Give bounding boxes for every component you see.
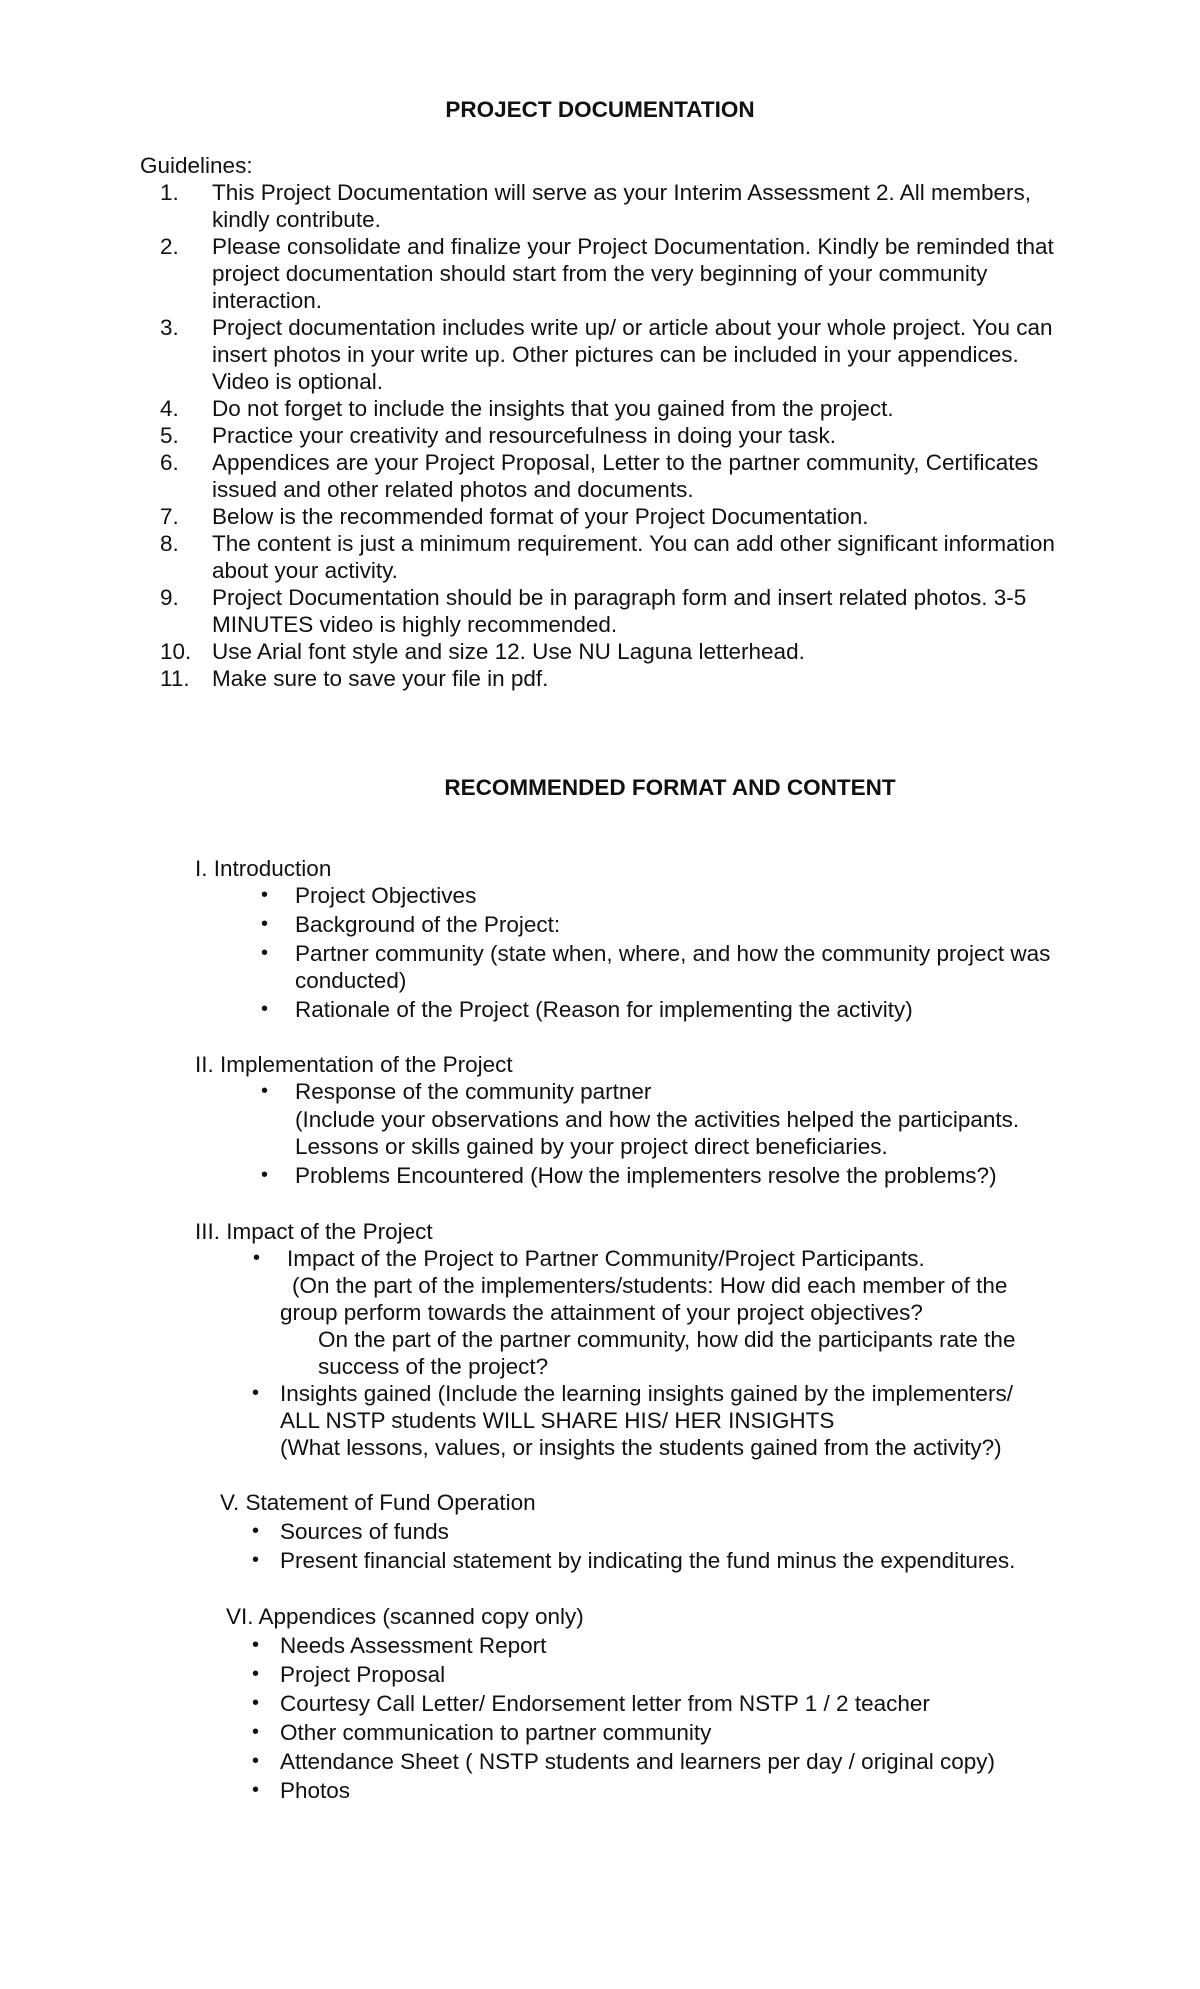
section-heading-fund-operation: V. Statement of Fund Operation	[220, 1490, 536, 1515]
guideline-item	[0, 665, 1080, 692]
guideline-text: This Project Documentation will serve as your Interim Assessment 2. All members, kindly contribute.	[212, 180, 1032, 232]
list-item	[261, 996, 1085, 1023]
guideline-number: 6.	[160, 450, 179, 475]
bullet-text: Background of the Project:	[295, 912, 561, 937]
bullet-text: Impact of the Project to Partner Community/Project Participants.	[287, 1246, 925, 1271]
guideline-text: Appendices are your Project Proposal, Letter to the partner community, Certificates issued and other related photos and documents.	[212, 450, 1039, 502]
guideline-text: Project documentation includes write up/ or article about your whole project. You can insert photos in your write up. Other pictures can be included in your appendices. Video is optional.	[212, 315, 1053, 394]
bullet-icon: •	[252, 1382, 260, 1404]
bullet-text: Photos	[280, 1778, 351, 1803]
bullet-icon: •	[252, 1692, 260, 1714]
impact-note-line: group perform towards the attainment of your project objectives?	[280, 1300, 923, 1325]
impact-note-line: ALL NSTP students WILL SHARE HIS/ HER INSIGHTS	[280, 1408, 835, 1433]
guideline-item	[0, 638, 1080, 665]
guideline-text: Please consolidate and finalize your Project Documentation. Kindly be reminded that project documentation should start from the very beginning of your community interaction.	[212, 234, 1054, 313]
bullet-text: Courtesy Call Letter/ Endorsement letter from NSTP 1 / 2 teacher	[280, 1691, 930, 1716]
implementation-note-line: Lessons or skills gained by your project direct beneficiaries.	[295, 1134, 888, 1159]
impact-note-line: (What lessons, values, or insights the students gained from the activity?)	[280, 1435, 1002, 1460]
bullet-icon: •	[252, 1779, 260, 1801]
bullet-text: Present financial statement by indicating the fund minus the expenditures.	[280, 1548, 1016, 1573]
impact-bullets-2	[252, 1380, 1080, 1407]
impact-bullets	[253, 1245, 1087, 1272]
implementation-bullets-2	[261, 1162, 1095, 1189]
guideline-item	[0, 179, 1080, 233]
bullet-icon: •	[252, 1663, 260, 1685]
bullet-icon: •	[252, 1721, 260, 1743]
bullet-text: Partner community (state when, where, and how the community project was conducted)	[295, 941, 1051, 993]
list-item	[252, 1661, 1080, 1688]
guideline-number: 10.	[160, 639, 192, 664]
bullet-text: Problems Encountered (How the implementers resolve the problems?)	[295, 1163, 997, 1188]
guideline-number: 1.	[160, 180, 179, 205]
guideline-item	[0, 314, 1080, 395]
list-item	[252, 1748, 1080, 1775]
bullet-text: Project Objectives	[295, 883, 477, 908]
bullet-text: Project Proposal	[280, 1662, 446, 1687]
bullet-icon: •	[252, 1520, 260, 1542]
guideline-item	[0, 503, 1080, 530]
bullet-icon: •	[252, 1634, 260, 1656]
guideline-item	[0, 422, 1080, 449]
impact-note-line: (On the part of the implementers/students: How did each member of the	[292, 1273, 1008, 1298]
format-title: RECOMMENDED FORMAT AND CONTENT	[444, 775, 896, 800]
bullet-icon: •	[261, 1164, 269, 1186]
bullet-icon: •	[261, 998, 269, 1020]
guideline-number: 7.	[160, 504, 179, 529]
bullet-icon: •	[261, 1080, 269, 1102]
bullet-icon: •	[252, 1750, 260, 1772]
appendices-bullets	[252, 1632, 1080, 1804]
fund-bullets	[252, 1518, 1080, 1574]
guideline-item	[0, 584, 1080, 638]
guideline-item	[0, 449, 1080, 503]
impact-note-line: On the part of the partner community, how did the participants rate the	[318, 1327, 1016, 1352]
section-heading-implementation: II. Implementation of the Project	[195, 1052, 513, 1077]
implementation-bullets	[261, 1078, 1095, 1105]
guidelines-list	[0, 179, 1080, 692]
bullet-text: Rationale of the Project (Reason for implementing the activity)	[295, 997, 913, 1022]
list-item	[252, 1380, 1080, 1407]
list-item	[253, 1245, 1087, 1272]
bullet-text: Response of the community partner	[295, 1079, 652, 1104]
guideline-number: 3.	[160, 315, 179, 340]
bullet-text: Insights gained (Include the learning insights gained by the implementers/	[280, 1381, 1013, 1406]
guideline-text: Do not forget to include the insights that you gained from the project.	[212, 396, 894, 421]
bullet-icon: •	[253, 1247, 261, 1269]
list-item	[252, 1547, 1080, 1574]
list-item	[252, 1690, 1080, 1717]
bullet-icon: •	[261, 942, 269, 964]
guideline-number: 2.	[160, 234, 179, 259]
bullet-icon: •	[261, 913, 269, 935]
implementation-note-line: (Include your observations and how the activities helped the participants.	[295, 1107, 1020, 1132]
bullet-text: Sources of funds	[280, 1519, 449, 1544]
impact-note-line: success of the project?	[318, 1354, 549, 1379]
list-item	[261, 882, 1085, 909]
list-item	[252, 1632, 1080, 1659]
guideline-item	[0, 233, 1080, 314]
bullet-icon: •	[252, 1549, 260, 1571]
guideline-text: Below is the recommended format of your Project Documentation.	[212, 504, 869, 529]
guideline-text: Project Documentation should be in paragraph form and insert related photos. 3-5 MINUTES video is highly recommended.	[212, 585, 1027, 637]
bullet-text: Attendance Sheet ( NSTP students and learners per day / original copy)	[280, 1749, 995, 1774]
bullet-text: Needs Assessment Report	[280, 1633, 547, 1658]
guideline-number: 8.	[160, 531, 179, 556]
section-heading-appendices: VI. Appendices (scanned copy only)	[226, 1604, 584, 1629]
guideline-number: 9.	[160, 585, 179, 610]
section-heading-impact: III. Impact of the Project	[195, 1219, 433, 1244]
bullet-text: Other communication to partner community	[280, 1720, 712, 1745]
document-title: PROJECT DOCUMENTATION	[445, 97, 755, 122]
list-item	[261, 1162, 1095, 1189]
guideline-item	[0, 395, 1080, 422]
guideline-text: Practice your creativity and resourcefulness in doing your task.	[212, 423, 837, 448]
guideline-item	[0, 530, 1080, 584]
list-item	[252, 1719, 1080, 1746]
list-item	[252, 1518, 1080, 1545]
bullet-icon: •	[261, 884, 269, 906]
guideline-text: Make sure to save your file in pdf.	[212, 666, 549, 691]
guideline-text: The content is just a minimum requirement. You can add other significant information about your activity.	[212, 531, 1055, 583]
guideline-number: 11.	[160, 666, 190, 691]
guideline-number: 5.	[160, 423, 179, 448]
section-heading-introduction: I. Introduction	[195, 856, 332, 881]
guideline-text: Use Arial font style and size 12. Use NU Laguna letterhead.	[212, 639, 805, 664]
list-item	[261, 1078, 1095, 1105]
guideline-number: 4.	[160, 396, 179, 421]
guidelines-label: Guidelines:	[140, 153, 253, 178]
introduction-bullets	[261, 882, 1085, 1023]
list-item	[261, 911, 1085, 938]
list-item	[261, 940, 1085, 994]
list-item	[252, 1777, 1080, 1804]
